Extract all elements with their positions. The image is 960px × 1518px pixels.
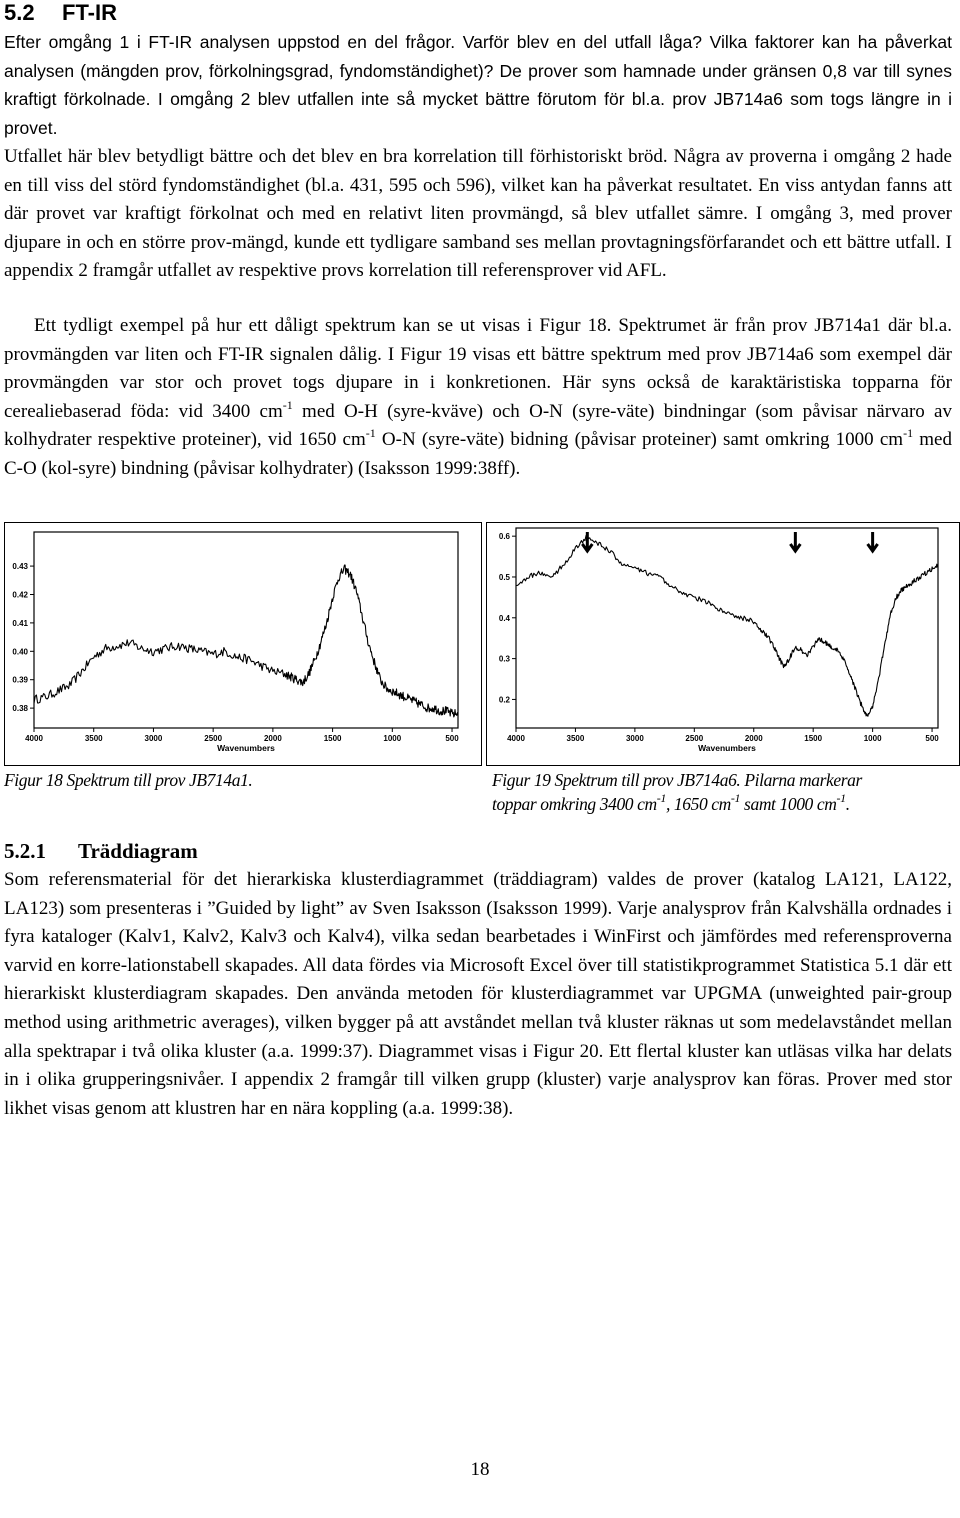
y-tick-label: 0.3 xyxy=(498,654,510,664)
figure-19-caption-line-1: Figur 19 Spektrum till prov JB714a6. Pilarna markerar xyxy=(492,770,862,790)
figure-18-spectrum-chart xyxy=(4,522,482,766)
superscript: -1 xyxy=(365,426,376,441)
paragraph-2: Utfallet här blev betydligt bättre och det blev en bra korrelation till förhistoriskt bröd. Några av proverna i omgång 2 hade en till viss del störd fyndomständighet (bl.a. 431, 595 och 596), vilket kan ha påverkat resultatet. En viss antydan fanns att där provet var kraftigt förkolnat och med en relativt liten provmängd, så blev utfallet sämre. I omgång 3, med prover djupare in och en större prov-mängd, kunde ett tydligare samband ses mellan provtagningsförfarandet och ett bättre utfall. I appendix 2 framgår utfallet av respektive provs korrelation till referensprover vid AFL. xyxy=(4,146,952,282)
x-tick-label: 2500 xyxy=(204,734,223,743)
x-tick-label: 3500 xyxy=(84,734,103,743)
y-tick-label: 0.41 xyxy=(12,618,28,628)
y-tick-label: 0.40 xyxy=(12,647,28,657)
x-tick-label: 1500 xyxy=(323,734,342,743)
superscript: -1 xyxy=(903,426,914,441)
subsection-number: 5.2.1 xyxy=(4,839,46,863)
paragraph-3-part-2: med O-H (syre-kväve) och O-N (syre-väte) bindningar (som påvisar närvaro av kolhydrater respektive proteiner), vid 1650 cm xyxy=(4,400,952,451)
paragraph-3-part-4: med C-O (kol-syre) bindning (påvisar kolhydrater) (Isaksson 1999:38ff). xyxy=(4,429,952,479)
y-tick-label: 0.2 xyxy=(498,695,510,705)
x-tick-label: 4000 xyxy=(507,734,525,743)
y-tick-label: 0.38 xyxy=(12,704,28,714)
figure-19-caption xyxy=(492,768,952,816)
superscript: -1 xyxy=(730,791,741,805)
figure-18-caption: Figur 18 Spektrum till prov JB714a1. xyxy=(4,770,253,790)
chart-frame xyxy=(5,523,482,766)
x-tick-label: 2000 xyxy=(744,734,763,743)
section-title: FT-IR xyxy=(62,0,117,25)
y-tick-label: 0.43 xyxy=(12,562,28,572)
y-tick-label: 0.39 xyxy=(12,675,28,685)
x-tick-label: 500 xyxy=(925,734,939,743)
caption-part: , 1650 cm xyxy=(665,794,731,814)
x-tick-label: 1000 xyxy=(863,734,882,743)
y-tick-label: 0.4 xyxy=(498,613,510,623)
section-number: 5.2 xyxy=(4,0,35,25)
section-heading xyxy=(4,0,117,26)
superscript: -1 xyxy=(656,791,666,805)
x-axis-label: Wavenumbers xyxy=(217,743,275,753)
caption-part: samt 1000 cm xyxy=(740,794,837,814)
subsection-title: Träddiagram xyxy=(78,839,198,863)
figure-19-spectrum-chart xyxy=(486,522,960,766)
x-tick-label: 3000 xyxy=(625,734,644,743)
paragraph-3-part-3: O-N (syre-väte) bidning (påvisar proteiner) samt omkring 1000 cm xyxy=(375,429,904,451)
x-tick-label: 500 xyxy=(445,734,459,743)
chart-frame xyxy=(487,523,960,766)
x-tick-label: 2500 xyxy=(685,734,704,743)
x-tick-label: 1000 xyxy=(383,734,402,743)
figure-19-caption-line-2 xyxy=(492,792,952,816)
x-tick-label: 1500 xyxy=(804,734,823,743)
y-tick-label: 0.5 xyxy=(498,572,510,582)
paragraph-1: Efter omgång 1 i FT-IR analysen uppstod en del frågor. Varför blev en del utfall låga? Vilka faktorer kan ha påverkat analysen (mängden prov, förkolningsgrad, fyndomständighet)? De prover som hamnade under gränsen 0,8 var till synes kraftigt förkolnade. I omgång 2 blev utfallen inte så mycket bättre förutom för bl.a. prov JB714a6 som togs längre in i provet. xyxy=(4,32,952,138)
caption-part: toppar omkring 3400 cm xyxy=(492,794,657,814)
superscript: -1 xyxy=(836,791,846,805)
paragraph-3-part-1: Ett tydligt exempel på hur ett dåligt spektrum kan se ut visas i Figur 18. Spektrumet är från prov JB714a1 där bl.a. provmängden var liten och FT-IR signalen dålig. I Figur 19 visas ett bättre spektrum med prov JB714a6 som exempel där provmängden var stor och provet togs djupare in i konkretionen. Här syns också de karaktäristiska topparna för cerealiebaserad föda: vid 3400 cm xyxy=(4,315,952,422)
subsection-heading xyxy=(4,838,198,864)
paragraph-4: Som referensmaterial för det hierarkiska klusterdiagrammet (träddiagram) valdes de prover (katalog LA121, LA122, LA123) som presenteras i ”Guided by light” av Sven Isaksson (Isaksson 1999). Varje analysprov från Kalvshälla ordnades i fyra kataloger (Kalv1, Kalv2, Kalv3 och Kalv4), vilka sedan bearbetades i WinFirst och jämfördes med referensproverna varvid en korre-lationstabell skapades. All data fördes via Microsoft Excel över till statistikprogrammet Statistica 5.1 där ett hierarkiskt klusterdiagram skapades. Den använda metoden för klusterdiagrammet var UPGMA (unweighted pair-group method using arithmetric averages), vilken bygger på att avståndet mellan två kluster räknas ut som medelavståndet mellan alla spektrapar i två olika kluster (a.a. 1999:37). Diagrammet visas i Figur 20. Ett flertal kluster kan utläsas vilka har delats in i olika grupperingsnivåer. I appendix 2 framgår till vilken grupp (kluster) varje analysprov kan föras. Prover med stor likhet visas genom att klustren har en nära koppling (a.a. 1999:38). xyxy=(4,869,952,1119)
x-axis-label: Wavenumbers xyxy=(698,743,756,753)
y-tick-label: 0.42 xyxy=(12,590,28,600)
x-tick-label: 4000 xyxy=(25,734,43,743)
caption-part: . xyxy=(845,794,850,814)
x-tick-label: 2000 xyxy=(263,734,282,743)
paragraph-3 xyxy=(4,312,952,484)
x-tick-label: 3500 xyxy=(566,734,585,743)
page-number: 18 xyxy=(470,1459,490,1480)
x-tick-label: 3000 xyxy=(144,734,163,743)
superscript: -1 xyxy=(282,397,293,412)
y-tick-label: 0.6 xyxy=(498,532,510,542)
